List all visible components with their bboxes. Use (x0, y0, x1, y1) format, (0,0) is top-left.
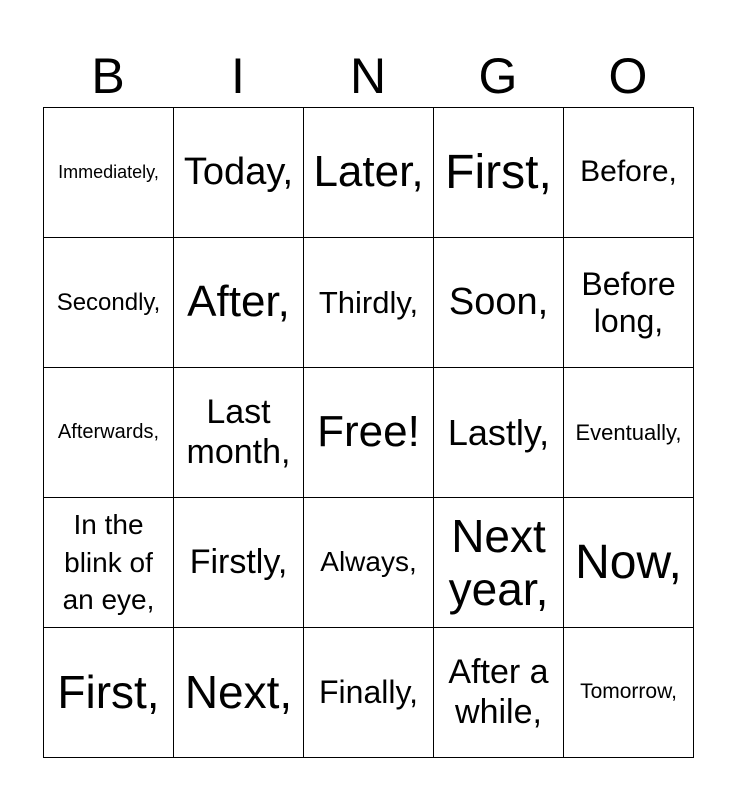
board-row (44, 108, 694, 238)
bingo-cell[interactable]: Immediately, (44, 108, 174, 238)
bingo-cell[interactable]: After, (174, 238, 304, 368)
bingo-cell[interactable]: Before, (564, 108, 694, 238)
free-space-cell[interactable]: Free! (304, 368, 434, 498)
bingo-cell[interactable]: Now, (564, 498, 694, 628)
board-row (44, 498, 694, 628)
bingo-cell[interactable]: Next, (174, 628, 304, 758)
bingo-cell[interactable]: Afterwards, (44, 368, 174, 498)
header-letter-n: N (349, 48, 387, 104)
board-row (44, 368, 694, 498)
bingo-cell[interactable]: Tomorrow, (564, 628, 694, 758)
header-letter-o: O (608, 48, 648, 104)
bingo-cell[interactable]: Firstly, (174, 498, 304, 628)
bingo-cell[interactable]: Thirdly, (304, 238, 434, 368)
bingo-board (43, 107, 694, 758)
bingo-cell[interactable]: Before long, (564, 238, 694, 368)
bingo-cell[interactable]: First, (434, 108, 564, 238)
bingo-cell[interactable]: Later, (304, 108, 434, 238)
bingo-cell[interactable]: Soon, (434, 238, 564, 368)
bingo-cell[interactable]: In the blink of an eye, (44, 498, 174, 628)
bingo-header (43, 48, 693, 104)
board-row (44, 238, 694, 368)
bingo-cell[interactable]: Next year, (434, 498, 564, 628)
bingo-cell[interactable]: First, (44, 628, 174, 758)
bingo-cell[interactable]: After a while, (434, 628, 564, 758)
bingo-cell[interactable]: Lastly, (434, 368, 564, 498)
header-letter-b: B (91, 48, 125, 104)
header-letter-g: G (478, 48, 518, 104)
bingo-cell[interactable]: Always, (304, 498, 434, 628)
bingo-cell[interactable]: Today, (174, 108, 304, 238)
bingo-cell[interactable]: Secondly, (44, 238, 174, 368)
header-letter-i: I (231, 48, 245, 104)
bingo-cell[interactable]: Eventually, (564, 368, 694, 498)
bingo-cell[interactable]: Finally, (304, 628, 434, 758)
board-row (44, 628, 694, 758)
bingo-cell[interactable]: Last month, (174, 368, 304, 498)
